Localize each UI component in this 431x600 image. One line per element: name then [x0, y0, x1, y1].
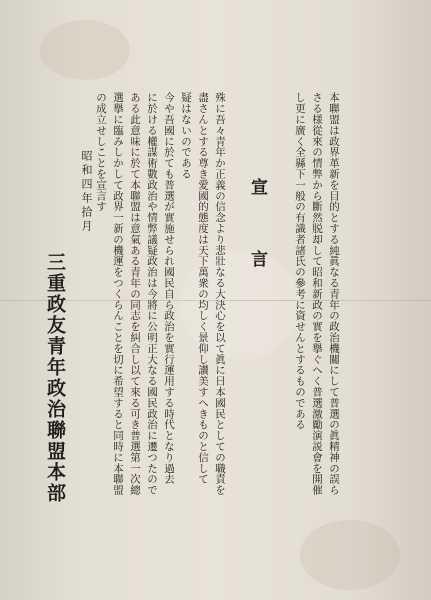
body-line: 疑はないのである: [180, 92, 192, 180]
body-line: 殊に吾々青年か正義の信念より悲壯なる大決心を以て眞に日本國民としての職責を: [214, 92, 226, 496]
body-line: し更に廣く全縣下一般の有識者諸氏の參考に資せんとするものである: [294, 92, 306, 430]
paper-stain: [40, 20, 130, 80]
declaration-date: 昭和四年拾月: [80, 150, 93, 234]
body-line: に於ける權謀術數政治や情弊議疑政治は今將に公明正大なる國民政治に遷つたので: [146, 92, 158, 496]
body-line: 盡さんとする尊き愛國的態度は天下萬衆の均しく景仰し讃美すへきものと信して: [197, 92, 209, 485]
body-line: 選擧に臨みしかして政界一新の機運をつくらんことを切に希望すると同時に本聯盟: [112, 92, 124, 496]
body-line: さる様從來の情弊から斷然脱却して昭和新政の實を擧ぐへく普選激勵演説會を開催: [311, 92, 323, 496]
body-line: の成立せしことを宣言す: [95, 92, 107, 212]
paper-stain: [300, 520, 400, 590]
body-line: ある此意味に於て本聯盟は意氣ある青年の同志を糾合し以て來る可き普選第一次總: [129, 92, 141, 496]
body-line: 本聯盟は政界革新を目的とする純眞なる青年の政治機關にして普選の眞精神の誤ら: [328, 92, 340, 496]
declaration-title: 宣 言: [247, 178, 267, 286]
signer-name: 三重政友青年政治聯盟本部: [44, 252, 66, 504]
body-line: 今や吾國に於ても普選が實施せられ國民自ら政治を實行運用する時代となり過去: [163, 92, 175, 485]
